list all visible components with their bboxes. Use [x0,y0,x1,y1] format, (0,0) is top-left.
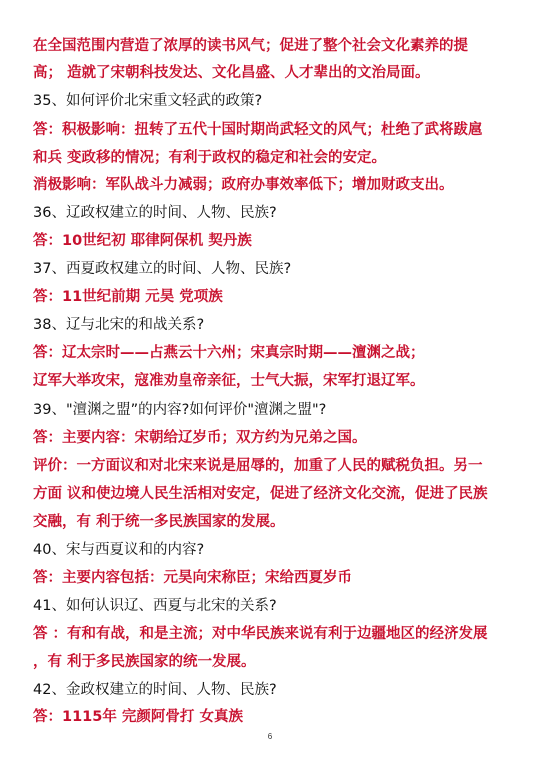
answer-line: 答：1115年 完颜阿骨打 女真族 [33,709,243,725]
question-line: 42、金政权建立的时间、人物、民族? [33,682,277,698]
answer-line: 辽军大举攻宋，寇准劝皇帝亲征，士气大振，宋军打退辽军。 [33,373,425,389]
answer-line: ，有 利于多民族国家的统一发展。 [33,654,256,670]
answer-line: 答：主要内容：宋朝给辽岁币；双方约为兄弟之国。 [33,430,367,446]
answer-line: 交融，有 利于统一多民族国家的发展。 [33,514,285,530]
question-line: 38、辽与北宋的和战关系? [33,317,205,333]
answer-line: 答：积极影响：扭转了五代十国时期尚武轻文的风气；杜绝了武将跋扈 [33,122,483,138]
question-line: 40、宋与西夏议和的内容? [33,542,205,558]
question-line: 35、如何评价北宋重文轻武的政策? [33,93,263,109]
answer-line: 答：11世纪前期 元昊 党项族 [33,289,223,305]
answer-line: 答：辽太宗时——占燕云十六州；宋真宗时期——澶渊之战； [33,345,425,361]
answer-line: 评价：一方面议和对北宋来说是屈辱的，加重了人民的赋税负担。另一 [33,458,483,474]
question-line: 39、"澶渊之盟”的内容?如何评价"澶渊之盟"? [33,402,327,418]
question-line: 37、西夏政权建立的时间、人物、民族? [33,261,292,277]
answer-line: 答：10世纪初 耶律阿保机 契丹族 [33,233,252,249]
answer-line: 消极影响：军队战斗力减弱；政府办事效率低下；增加财政支出。 [33,177,454,193]
answer-line: 答：主要内容包括：元昊向宋称臣；宋给西夏岁币 [33,570,352,586]
answer-line: 答 ：有和有战，和是主流；对中华民族来说有利于边疆地区的经济发展 [33,626,488,642]
page-number: 6 [267,732,273,741]
answer-line: 高； 造就了宋朝科技发达、文化昌盛、人才辈出的文治局面。 [33,65,430,81]
answer-line: 在全国范围内营造了浓厚的读书风气；促进了整个社会文化素养的提 [33,38,468,54]
answer-line: 方面 议和使边境人民生活相对安定，促进了经济文化交流，促进了民族 [33,486,488,502]
question-line: 36、辽政权建立的时间、人物、民族? [33,205,277,221]
answer-line: 和兵 变政移的情况；有利于政权的稳定和社会的安定。 [33,150,387,166]
question-line: 41、如何认识辽、西夏与北宋的关系? [33,598,277,614]
